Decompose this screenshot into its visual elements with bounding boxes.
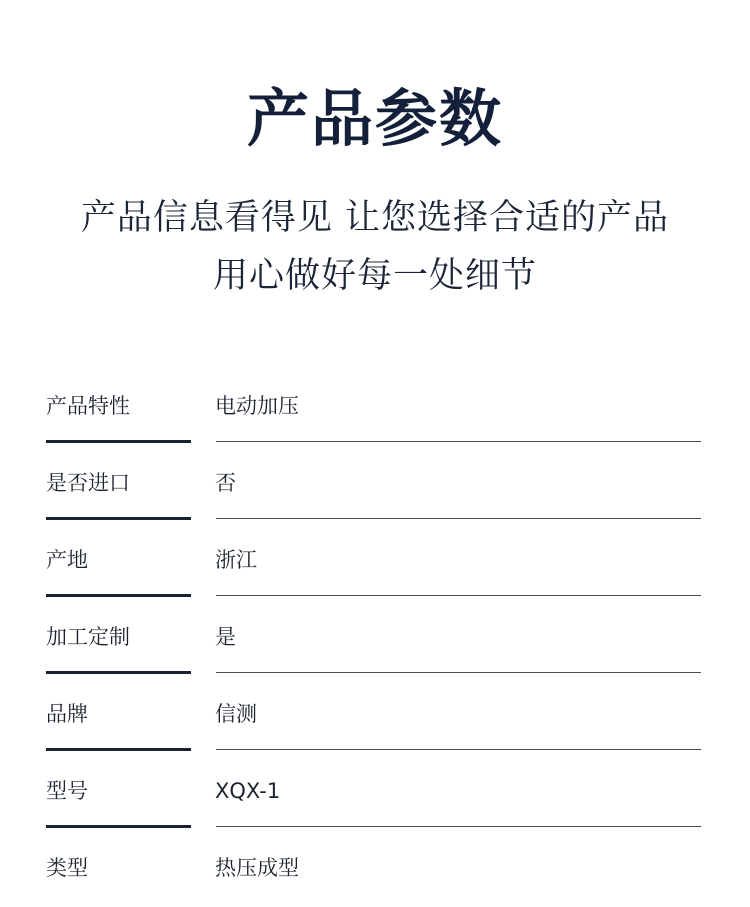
value-divider [216, 441, 701, 442]
spec-row-imported [0, 445, 750, 522]
spec-label: 产地 [46, 548, 88, 572]
value-divider [216, 595, 701, 596]
spec-value: 热压成型 [215, 856, 299, 880]
label-divider [46, 748, 191, 751]
spec-table [0, 368, 750, 907]
spec-value: 是 [215, 625, 236, 649]
spec-row-features [0, 368, 750, 445]
spec-row-brand [0, 676, 750, 753]
label-divider [46, 594, 191, 597]
spec-label: 产品特性 [46, 394, 130, 418]
value-divider [216, 826, 701, 827]
page-title: 产品参数 [246, 82, 503, 155]
spec-value: 否 [215, 471, 236, 495]
spec-label: 品牌 [46, 702, 88, 726]
tagline-line-1: 产品信息看得见 让您选择合适的产品 [80, 198, 670, 238]
label-divider [46, 440, 191, 443]
value-divider [216, 518, 701, 519]
value-divider [216, 749, 701, 750]
tagline-line-2: 用心做好每一处细节 [212, 256, 537, 296]
spec-row-customization [0, 599, 750, 676]
spec-label: 型号 [46, 779, 88, 803]
spec-label: 类型 [46, 856, 88, 880]
label-divider [46, 517, 191, 520]
spec-value: 浙江 [215, 548, 257, 572]
spec-value: 信测 [215, 702, 257, 726]
spec-label: 加工定制 [46, 625, 130, 649]
spec-row-type [0, 830, 750, 907]
value-divider [216, 672, 701, 673]
spec-row-model [0, 753, 750, 830]
spec-value: XQX-1 [215, 779, 281, 803]
spec-row-origin [0, 522, 750, 599]
label-divider [46, 825, 191, 828]
spec-value: 电动加压 [215, 394, 299, 418]
label-divider [46, 671, 191, 674]
spec-label: 是否进口 [46, 471, 130, 495]
